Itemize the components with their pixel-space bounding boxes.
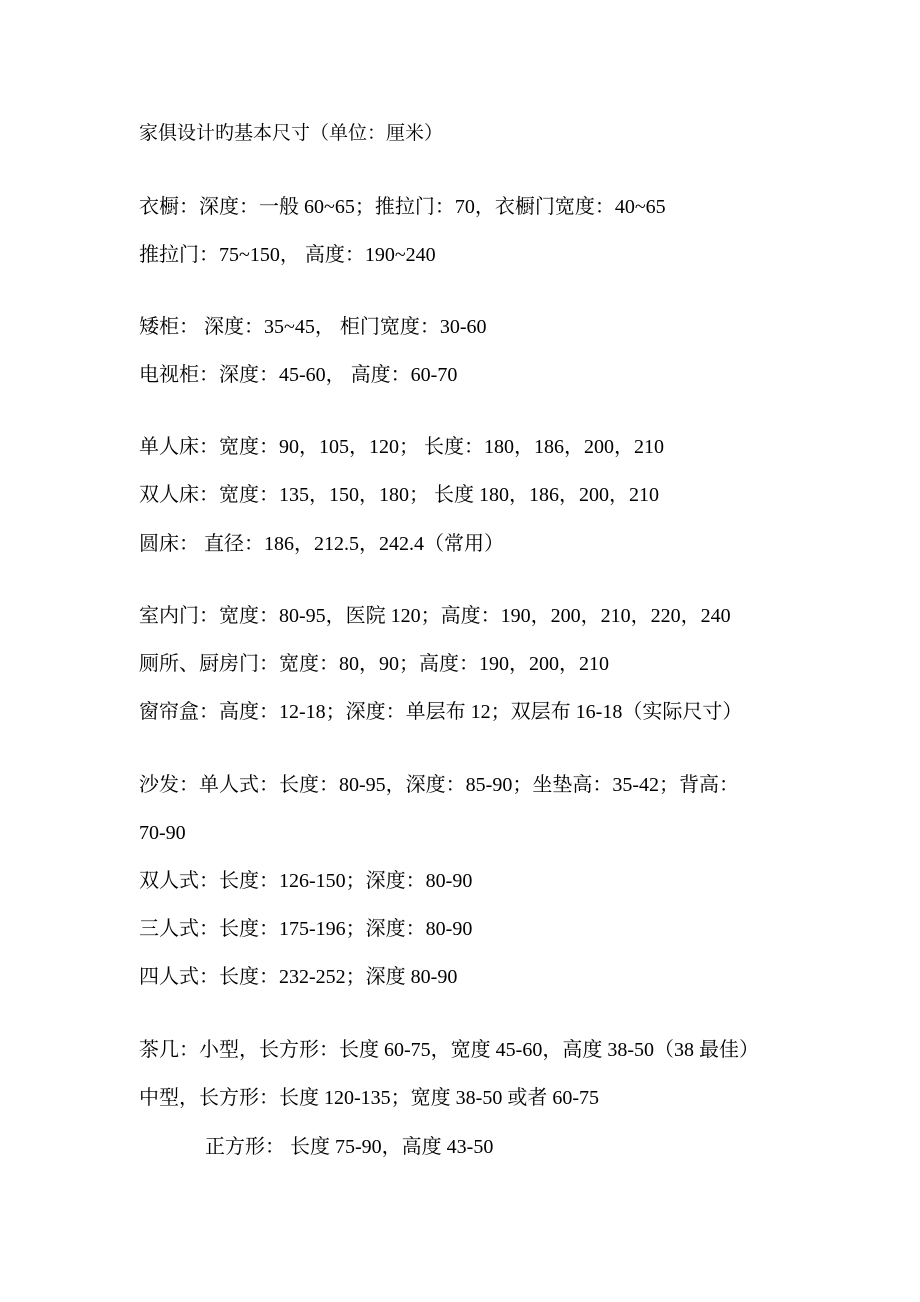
sofa-quad-line: 四人式：长度：232-252；深度 80-90 — [139, 966, 458, 988]
wardrobe-line-2: 推拉门：75~150， 高度：190~240 — [139, 244, 436, 266]
tea-table-small-line: 茶几：小型，长方形：长度 60-75，宽度 45-60，高度 38-50（38 最佳） — [139, 1039, 759, 1061]
single-bed-line: 单人床：宽度：90，105，120； 长度：180，186，200，210 — [139, 436, 664, 458]
wardrobe-line-1: 衣橱：深度：一般 60~65；推拉门：70，衣橱门宽度：40~65 — [139, 196, 666, 218]
page-title: 家俱设计旳基本尺寸（单位：厘米） — [139, 122, 444, 144]
tea-table-medium-line: 中型，长方形：长度 120-135；宽度 38-50 或者 60-75 — [139, 1087, 599, 1109]
tea-table-square-line: 正方形： 长度 75-90，高度 43-50 — [205, 1136, 494, 1158]
curtain-box-line: 窗帘盒：高度：12-18；深度：单层布 12；双层布 16-18（实际尺寸） — [139, 701, 743, 723]
sofa-single-line-cont: 70-90 — [139, 822, 186, 844]
sofa-double-line: 双人式：长度：126-150；深度：80-90 — [139, 870, 473, 892]
sofa-triple-line: 三人式：长度：175-196；深度：80-90 — [139, 918, 473, 940]
low-cabinet-line: 矮柜： 深度：35~45， 柜门宽度：30-60 — [139, 316, 487, 338]
sofa-single-line: 沙发：单人式：长度：80-95，深度：85-90；坐垫高：35-42；背高： — [139, 774, 739, 796]
double-bed-line: 双人床：宽度：135，150，180； 长度 180，186，200，210 — [139, 484, 659, 506]
bathroom-kitchen-door-line: 厕所、厨房门：宽度：80，90；高度：190，200，210 — [139, 653, 609, 675]
interior-door-line: 室内门：宽度：80-95，医院 120；高度：190，200，210，220，240 — [139, 605, 731, 627]
tv-cabinet-line: 电视柜：深度：45-60， 高度：60-70 — [139, 364, 458, 386]
round-bed-line: 圆床： 直径：186，212.5，242.4（常用） — [139, 533, 504, 555]
